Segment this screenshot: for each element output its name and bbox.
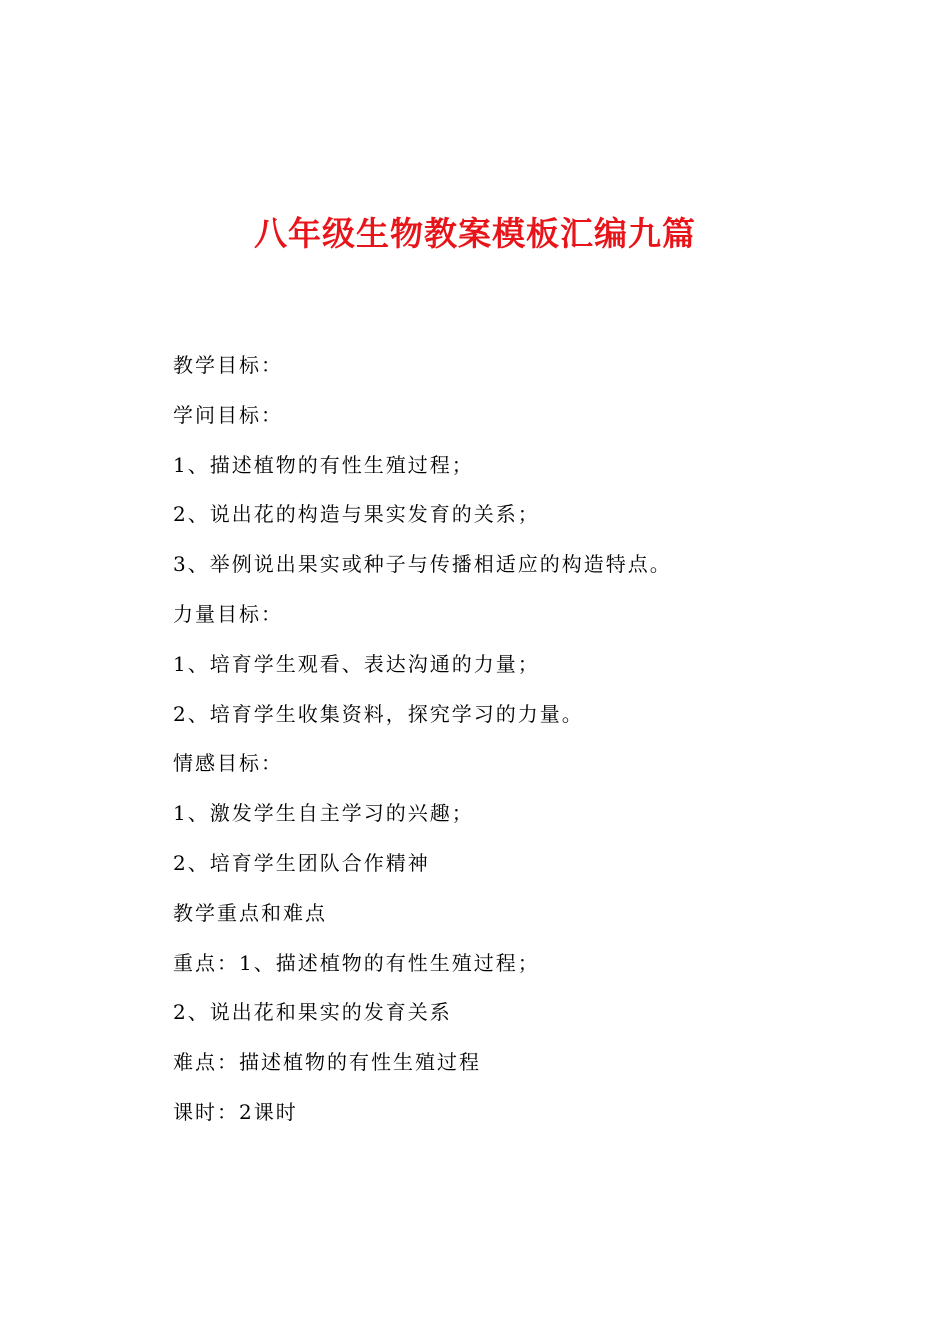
- body-line: 教学目标：: [173, 353, 283, 377]
- body-line: 难点：描述植物的有性生殖过程: [173, 1050, 481, 1075]
- body-line: 课时：2课时: [173, 1099, 298, 1124]
- document-body: [173, 345, 873, 1142]
- body-line: 2、说出花和果实的发育关系: [173, 1000, 452, 1025]
- body-line: 情感目标：: [173, 751, 283, 776]
- body-line: 2、说出花的构造与果实发育的关系；: [173, 502, 540, 527]
- document-title: 八年级生物教案模板汇编九篇: [254, 214, 696, 253]
- body-line: 教学重点和难点: [173, 900, 327, 925]
- body-line: 1、激发学生自主学习的兴趣；: [173, 801, 474, 826]
- body-line: 2、培育学生收集资料，探究学习的力量。: [173, 701, 584, 726]
- body-line: 1、描述植物的有性生殖过程；: [173, 452, 474, 477]
- body-line: 1、培育学生观看、表达沟通的力量；: [173, 651, 540, 676]
- body-line: 3、举例说出果实或种子与传播相适应的构造特点。: [173, 552, 672, 577]
- body-line: 2、培育学生团队合作精神: [173, 850, 430, 875]
- body-line: 力量目标：: [173, 601, 283, 626]
- body-line: 学问目标：: [173, 402, 283, 427]
- body-line: 重点：1、描述植物的有性生殖过程；: [173, 950, 540, 975]
